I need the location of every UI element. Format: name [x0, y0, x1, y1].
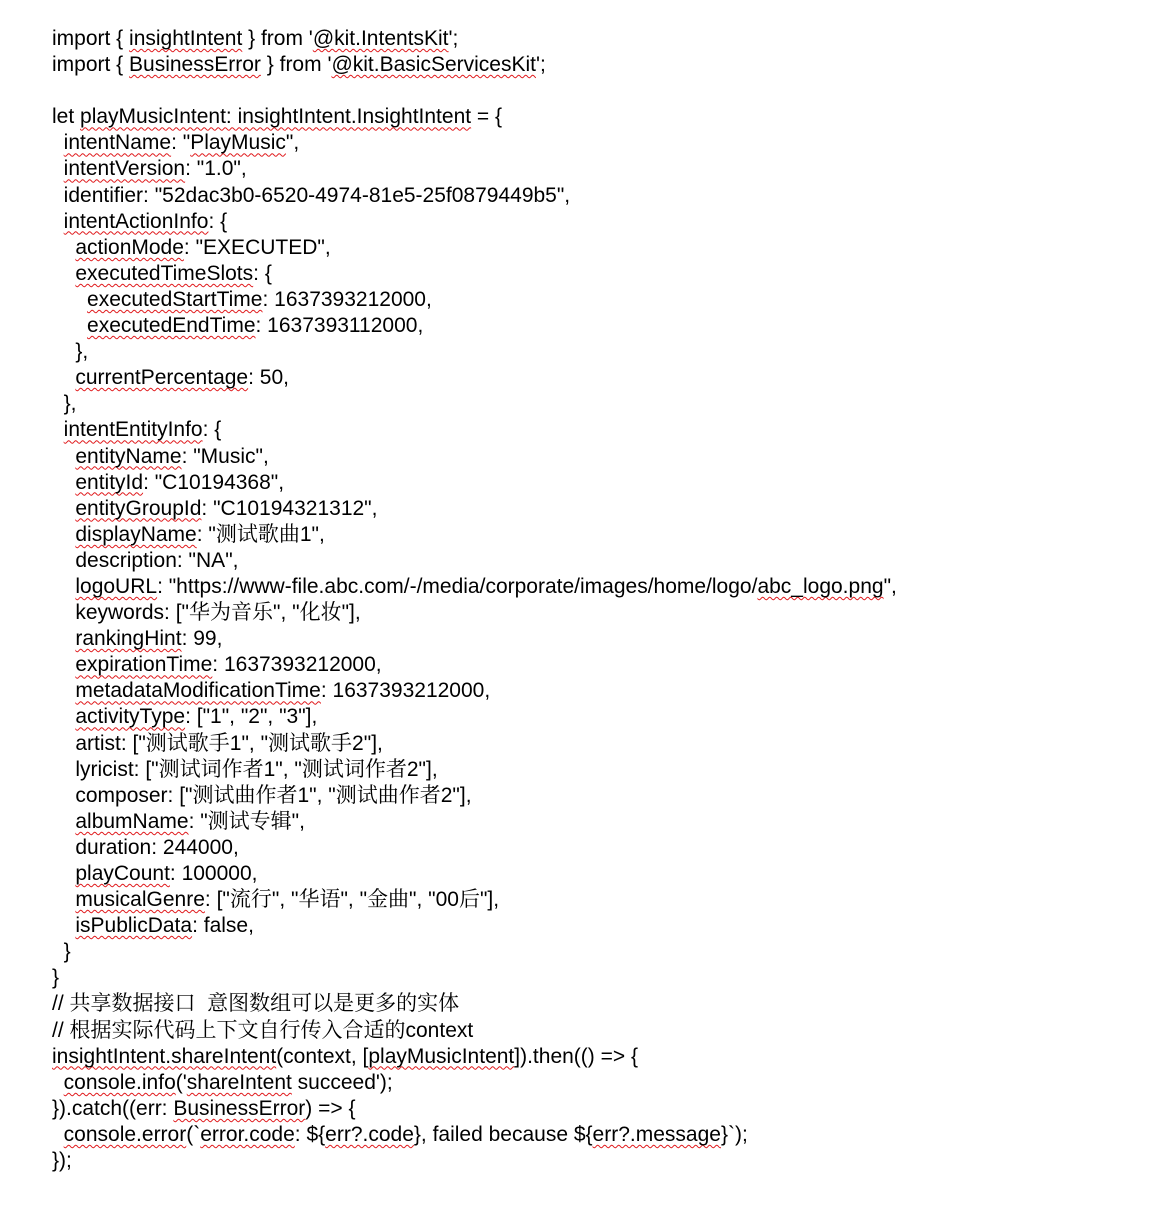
code-token: }, — [52, 340, 89, 364]
code-line — [52, 861, 1152, 887]
code-token: : "EXECUTED", — [183, 235, 331, 259]
code-token — [52, 418, 64, 441]
code-token: let — [52, 105, 81, 129]
code-line — [52, 444, 1152, 470]
spellcheck-flagged-token: metadataModificationTime — [75, 679, 321, 703]
code-line — [52, 757, 1152, 783]
code-token — [52, 157, 64, 180]
code-token: ]).then(() => { — [514, 1044, 638, 1068]
code-line — [52, 496, 1152, 522]
code-line — [52, 913, 1152, 939]
code-token — [52, 497, 75, 520]
spellcheck-flagged-token: @kit.BasicServicesKit — [331, 53, 536, 77]
spellcheck-flagged-token: displayName — [75, 522, 197, 546]
spellcheck-flagged-token: playCount — [75, 862, 170, 885]
code-line — [52, 1070, 1152, 1096]
code-line — [52, 1122, 1152, 1148]
code-line — [52, 574, 1152, 600]
code-line — [52, 600, 1152, 626]
code-token — [52, 445, 75, 468]
spellcheck-flagged-token: currentPercentage — [75, 366, 249, 390]
code-token: : 50, — [248, 366, 289, 390]
spellcheck-flagged-token: executedStartTime — [87, 287, 263, 311]
code-token: : ["1", "2", "3"], — [185, 705, 318, 729]
code-token: : ${ — [294, 1122, 326, 1146]
spellcheck-flagged-token: isPublicData — [75, 914, 193, 938]
code-token: // 共享数据接口 意图数组可以是更多的实体 — [52, 992, 460, 1016]
code-line — [52, 965, 1152, 991]
spellcheck-flagged-token: executedTimeSlots — [75, 261, 254, 285]
spellcheck-flagged-token: activityType — [75, 705, 186, 729]
code-token: lyricist: ["测试词作者1", "测试词作者2"], — [52, 757, 438, 781]
code-token — [52, 288, 87, 311]
spellcheck-flagged-token: BusinessError — [129, 53, 261, 77]
spellcheck-flagged-token: intentEntityInfo — [63, 418, 203, 442]
spellcheck-flagged-token: @kit.IntentsKit — [312, 27, 449, 50]
code-token: '; — [448, 27, 459, 50]
code-token: : { — [253, 261, 272, 285]
code-token — [52, 471, 75, 494]
spellcheck-flagged-token: error.code — [200, 1122, 295, 1146]
spellcheck-flagged-token: intentVersion — [63, 157, 186, 181]
code-line — [52, 678, 1152, 704]
code-token — [52, 366, 75, 389]
code-token: : "C10194321312", — [201, 496, 378, 520]
code-token: composer: ["测试曲作者1", "测试曲作者2"], — [52, 783, 472, 807]
spellcheck-flagged-token: musicalGenre — [75, 888, 205, 912]
code-line — [52, 209, 1152, 235]
code-line — [52, 470, 1152, 496]
spellcheck-flagged-token: err?.code — [325, 1122, 414, 1146]
code-line — [52, 652, 1152, 678]
code-token — [52, 210, 64, 233]
code-token: artist: ["测试歌手1", "测试歌手2"], — [52, 731, 383, 755]
code-token: }`); — [720, 1122, 748, 1146]
spellcheck-flagged-token: console.error — [63, 1122, 187, 1146]
code-token: ", — [285, 131, 300, 155]
spellcheck-flagged-token: logoURL — [75, 574, 158, 598]
code-token: = { — [471, 105, 503, 129]
code-token: : "https://www-file.abc.com/-/media/corporate/images/home/logo/ — [157, 574, 758, 598]
code-token: : " — [171, 131, 191, 155]
code-line — [52, 626, 1152, 652]
code-token — [52, 653, 75, 676]
code-token: : "测试专辑", — [188, 809, 305, 833]
spellcheck-flagged-token: insightIntent — [129, 27, 243, 50]
code-token — [52, 1123, 64, 1146]
code-token: : "1.0", — [185, 157, 247, 181]
code-token — [52, 575, 75, 598]
code-token: : { — [202, 418, 222, 442]
spellcheck-flagged-token: entityId — [75, 470, 144, 494]
code-token: : false, — [192, 914, 254, 938]
code-line — [52, 731, 1152, 757]
spellcheck-flagged-token: entityGroupId — [75, 496, 202, 520]
code-token: : 1637393212000, — [212, 653, 382, 677]
code-token — [52, 679, 75, 702]
code-line — [52, 835, 1152, 861]
code-token: : ["流行", "华语", "金曲", "00后"], — [204, 888, 500, 912]
code-line — [52, 78, 1152, 104]
code-line — [52, 26, 1152, 52]
spellcheck-flagged-token: actionMode — [75, 235, 184, 259]
code-token — [52, 523, 75, 546]
spellcheck-flagged-token: console.info — [63, 1070, 176, 1094]
code-line — [52, 1096, 1152, 1122]
spellcheck-flagged-token: abc_logo.png — [757, 574, 884, 598]
code-token: } — [52, 940, 71, 964]
spellcheck-flagged-token: executedEndTime — [87, 314, 256, 338]
code-line — [52, 261, 1152, 287]
code-token: : 1637393212000, — [320, 679, 491, 703]
code-token — [52, 262, 75, 285]
code-token: import { — [52, 27, 130, 50]
code-line — [52, 235, 1152, 261]
code-token: // 根据实际代码上下文自行传入合适的context — [52, 1018, 474, 1042]
code-line — [52, 417, 1152, 443]
spellcheck-flagged-token: albumName — [75, 809, 189, 833]
code-token — [52, 888, 75, 911]
code-token: : 99, — [181, 627, 223, 651]
code-token: identifier: "52dac3b0-6520-4974-81e5-25f0879449b5", — [52, 183, 571, 207]
spellcheck-flagged-token: playMusicIntent — [368, 1044, 515, 1068]
code-token — [52, 1071, 64, 1094]
code-token: (` — [186, 1122, 201, 1146]
spellcheck-flagged-token: BusinessError — [173, 1096, 306, 1120]
code-line — [52, 156, 1152, 182]
code-token: duration: 244000, — [52, 835, 239, 859]
spellcheck-flagged-token: err?.message — [592, 1122, 721, 1146]
spellcheck-flagged-token: shareIntent — [186, 1070, 292, 1094]
code-token: : 1637393112000, — [255, 314, 424, 338]
code-token — [52, 627, 75, 650]
code-token — [52, 236, 75, 259]
code-token — [52, 862, 75, 885]
code-token: } from ' — [242, 27, 313, 50]
spellcheck-flagged-token: rankingHint — [75, 627, 182, 651]
code-line — [52, 548, 1152, 574]
spellcheck-flagged-token: entityName — [75, 444, 182, 468]
code-line — [52, 339, 1152, 365]
code-line — [52, 104, 1152, 130]
code-token — [52, 131, 64, 154]
code-token: }, — [52, 392, 77, 416]
spellcheck-flagged-token: intentName — [63, 131, 172, 155]
code-token: import { — [52, 53, 130, 77]
code-token: } — [52, 966, 60, 990]
code-token: } from ' — [260, 53, 332, 77]
code-token: ", — [883, 574, 897, 598]
spellcheck-flagged-token: expirationTime — [75, 653, 213, 677]
code-line — [52, 183, 1152, 209]
spellcheck-flagged-token: PlayMusic — [190, 131, 286, 155]
code-token: succeed'); — [291, 1070, 393, 1094]
code-token: : "C10194368", — [143, 470, 285, 494]
code-token — [52, 705, 75, 728]
spellcheck-flagged-token: intentActionInfo — [63, 209, 209, 233]
spellcheck-flagged-token: playMusicIntent: insightIntent.InsightIntent — [80, 105, 472, 129]
code-token: ) => { — [305, 1096, 356, 1120]
code-line — [52, 1018, 1152, 1044]
code-token: }); — [52, 1149, 72, 1173]
code-token: : "Music", — [181, 444, 269, 468]
code-line — [52, 522, 1152, 548]
code-token: : 100000, — [169, 862, 258, 885]
code-line — [52, 809, 1152, 835]
code-line — [52, 130, 1152, 156]
code-token — [52, 314, 87, 337]
code-token: (' — [175, 1070, 187, 1094]
code-line — [52, 287, 1152, 313]
code-line — [52, 704, 1152, 730]
code-token: : { — [208, 209, 228, 233]
code-token: description: "NA", — [52, 548, 239, 572]
code-line — [52, 887, 1152, 913]
code-line — [52, 365, 1152, 391]
code-line — [52, 52, 1152, 78]
code-token: : 1637393212000, — [262, 287, 432, 311]
code-line — [52, 1044, 1152, 1070]
code-token — [52, 810, 75, 833]
code-token: keywords: ["华为音乐", "化妆"], — [52, 601, 361, 625]
code-token: '; — [536, 53, 546, 77]
code-line — [52, 991, 1152, 1017]
spellcheck-flagged-token: insightIntent.shareIntent — [52, 1044, 277, 1068]
code-token: (context, [ — [276, 1044, 369, 1068]
code-token — [52, 914, 75, 937]
code-line — [52, 1148, 1152, 1174]
code-document — [52, 26, 1152, 1174]
code-line — [52, 391, 1152, 417]
code-token: }, failed because ${ — [413, 1122, 593, 1146]
code-token: }).catch((err: — [52, 1096, 174, 1120]
code-line — [52, 783, 1152, 809]
code-line — [52, 313, 1152, 339]
code-token: : "测试歌曲1", — [196, 522, 325, 546]
code-line — [52, 939, 1152, 965]
